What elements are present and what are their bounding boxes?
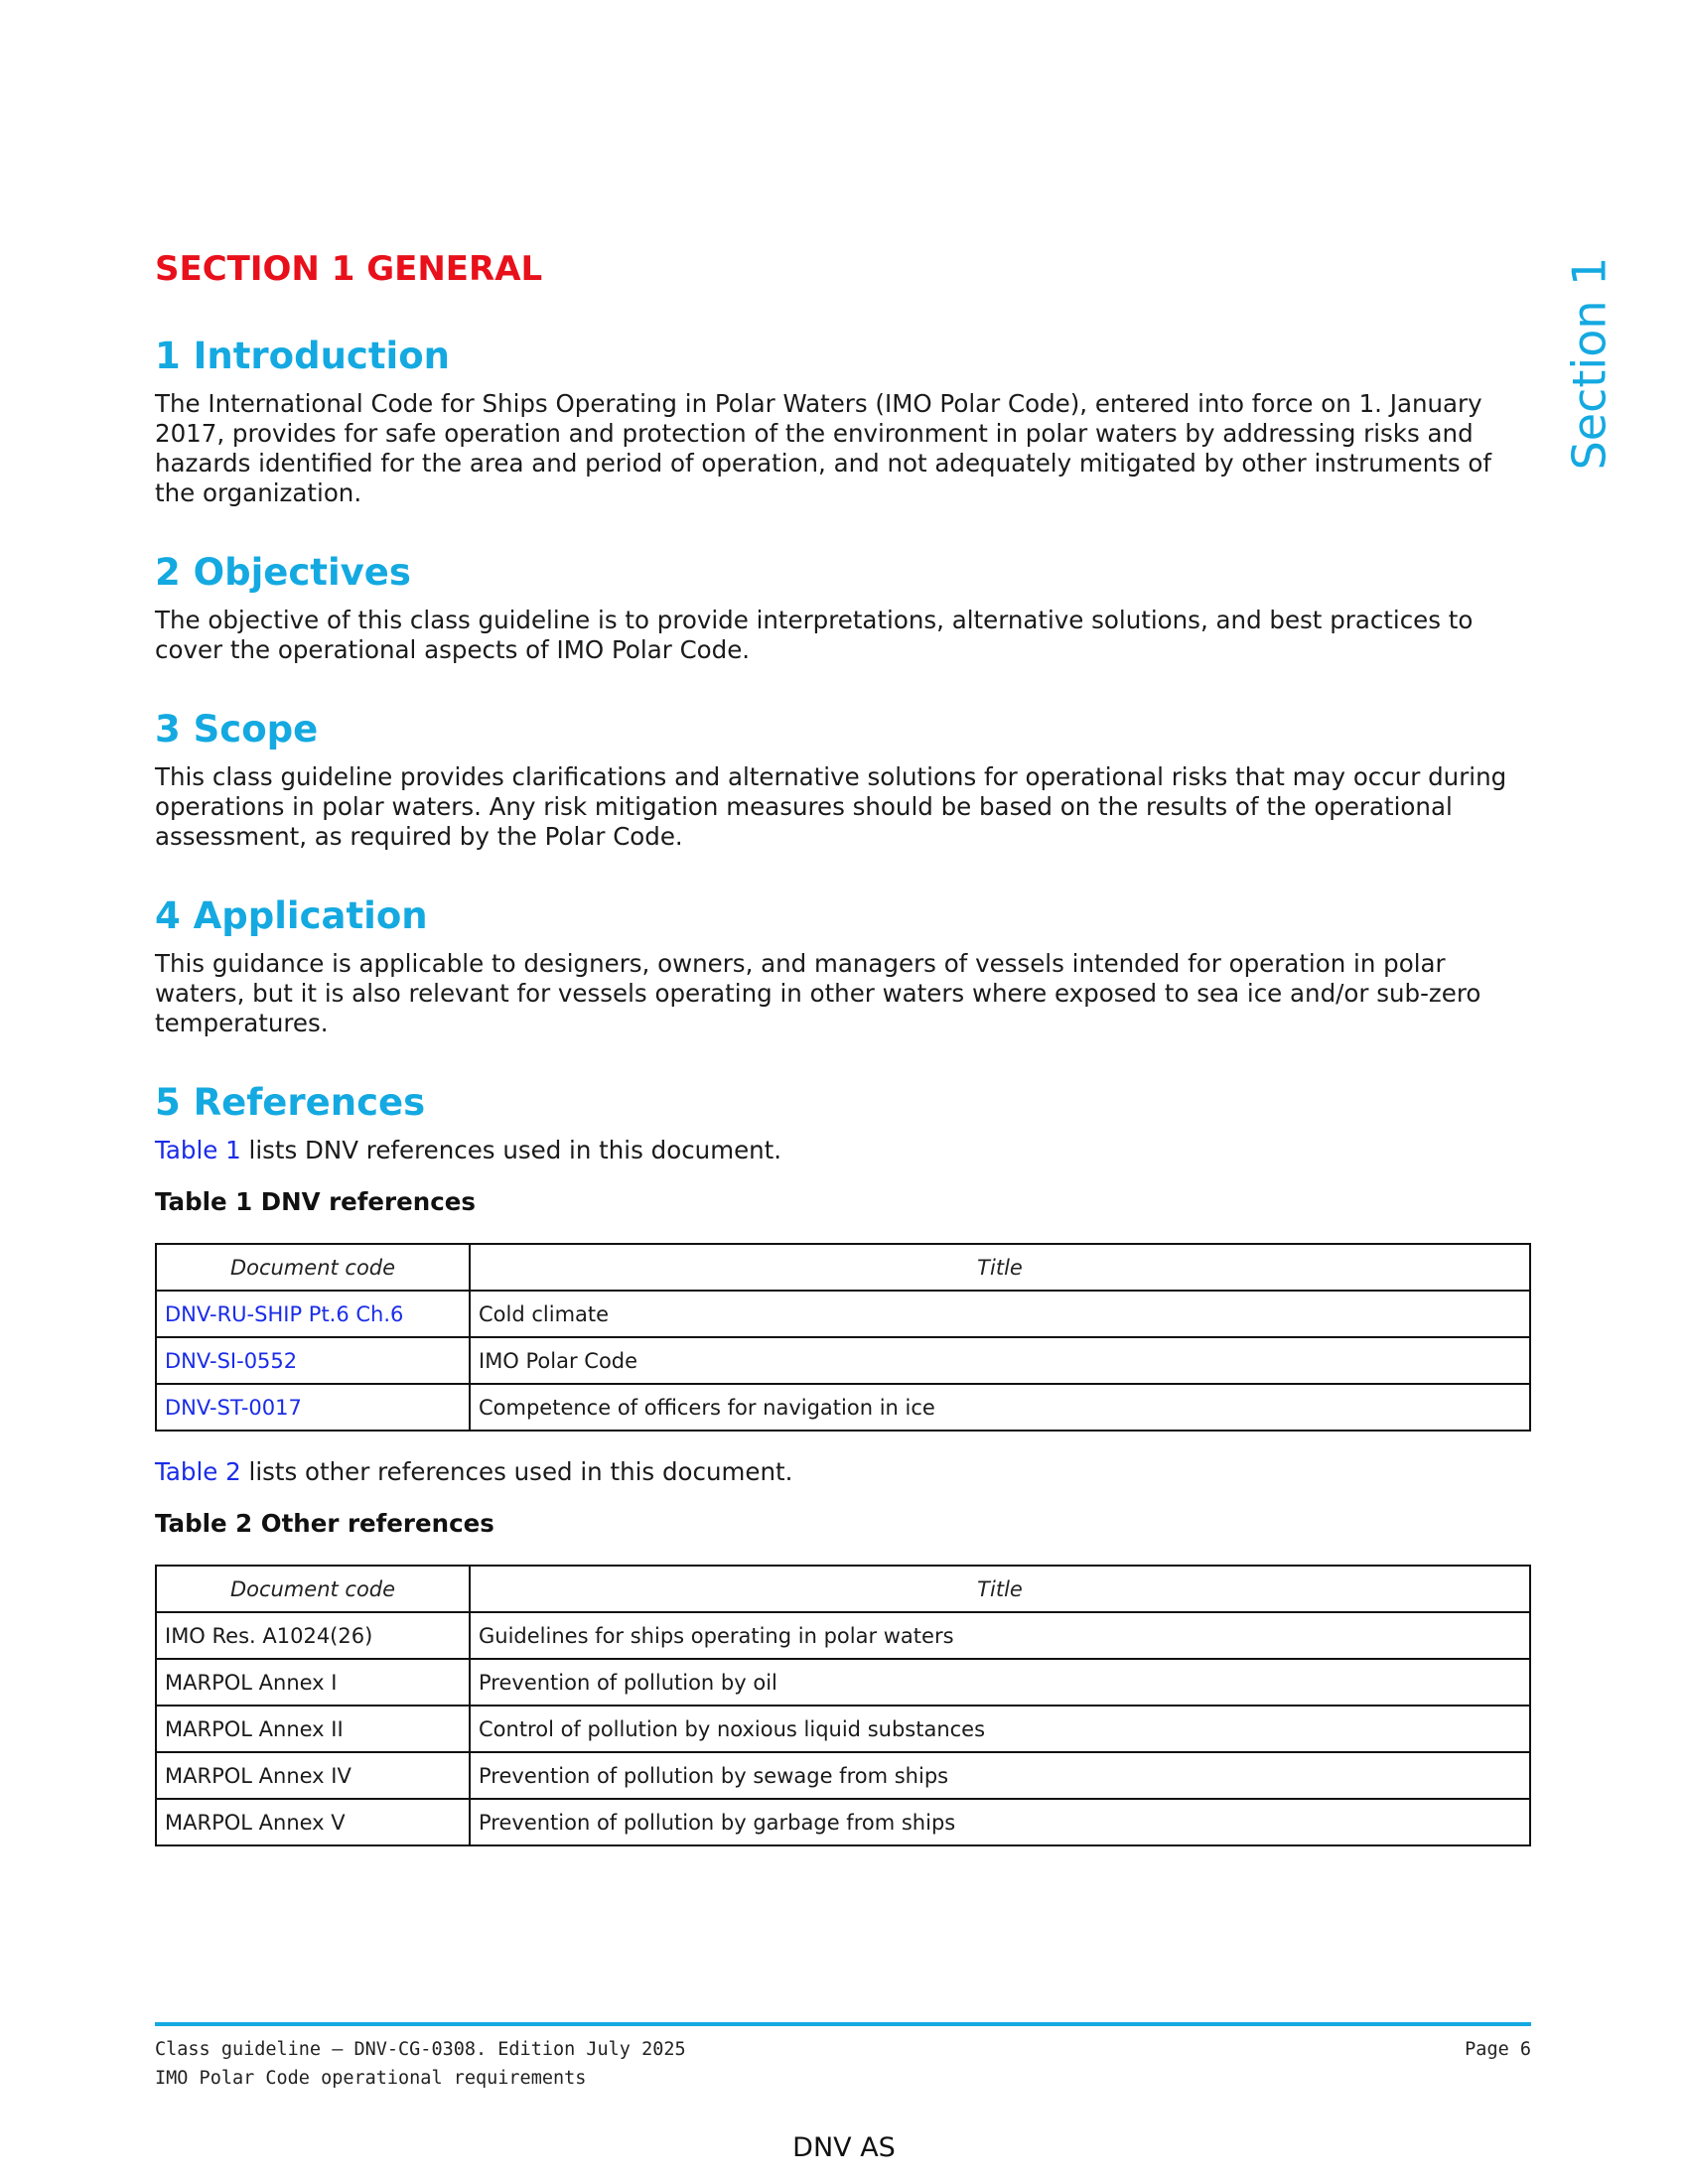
title-cell: IMO Polar Code (470, 1337, 1530, 1384)
document-code-cell: MARPOL Annex I (156, 1659, 470, 1706)
table-header-row (156, 1244, 1530, 1291)
footer-document-title: IMO Polar Code operational requirements (155, 2068, 587, 2089)
section-side-label (1561, 256, 1617, 471)
heading-introduction: 1 Introduction (155, 335, 450, 377)
heading-scope: 3 Scope (155, 708, 319, 751)
table-row (156, 1291, 1530, 1337)
section-title: SECTION 1 GENERAL (155, 249, 543, 289)
document-code-cell (156, 1291, 470, 1337)
table1-caption: Table 1 DNV references (155, 1187, 476, 1216)
paragraph-introduction: The International Code for Ships Operating in Polar Waters (IMO Polar Code), entered into force on 1. January 2017, provides for safe operation and protection of the environment in polar waters by addressing risks and hazards identified for the area and period of operation, and not adequately mitigated by other instruments of the organization. (155, 389, 1492, 507)
title-cell: Control of pollution by noxious liquid substances (470, 1706, 1530, 1752)
title-cell: Prevention of pollution by oil (470, 1659, 1530, 1706)
document-code-cell: IMO Res. A1024(26) (156, 1612, 470, 1659)
document-code-cell: MARPOL Annex IV (156, 1752, 470, 1799)
title-cell: Prevention of pollution by sewage from ships (470, 1752, 1530, 1799)
title-cell: Competence of officers for navigation in ice (470, 1384, 1530, 1431)
table-row (156, 1706, 1530, 1752)
paragraph-scope: This class guideline provides clarifications and alternative solutions for operational risks that may occur during operations in polar waters. Any risk mitigation measures should be based on the results of the operational assessment, as required by the Polar Code. (155, 762, 1507, 851)
footer-divider (155, 2022, 1531, 2026)
table-header-row (156, 1566, 1530, 1612)
section-side-label-text: Section 1 (1562, 256, 1617, 471)
document-code-cell (156, 1337, 470, 1384)
paragraph-table1-intro (155, 1136, 1531, 1165)
column-header-title: Title (470, 1566, 1530, 1612)
paragraph-application: This guidance is applicable to designers, owners, and managers of vessels intended for operation in polar waters, but it is also relevant for vessels operating in other waters where exposed to sea ice and/or sub-zero temperatures. (155, 949, 1481, 1037)
heading-references: 5 References (155, 1081, 426, 1124)
table-dnv-references (155, 1243, 1531, 1432)
table-row (156, 1752, 1530, 1799)
table-row (156, 1799, 1530, 1845)
footer-row (155, 2035, 1531, 2064)
table-row (156, 1337, 1530, 1384)
table-other-references (155, 1565, 1531, 1846)
paragraph-objectives: The objective of this class guideline is to provide interpretations, alternative solutions, and best practices to cover the operational aspects of IMO Polar Code. (155, 606, 1474, 664)
document-code-cell: MARPOL Annex II (156, 1706, 470, 1752)
table2-intro-text: lists other references used in this document. (240, 1457, 793, 1486)
column-header-document-code: Document code (156, 1566, 470, 1612)
footer-document-edition: Class guideline — DNV-CG-0308. Edition July 2025 (155, 2039, 686, 2060)
column-header-document-code: Document code (156, 1244, 470, 1291)
table2-caption: Table 2 Other references (155, 1509, 494, 1538)
column-header-title: Title (470, 1244, 1530, 1291)
document-code-link[interactable]: DNV-ST-0017 (165, 1395, 302, 1420)
title-cell: Cold climate (470, 1291, 1530, 1337)
document-code-link[interactable]: DNV-SI-0552 (165, 1348, 298, 1373)
table-row (156, 1659, 1530, 1706)
table-row (156, 1612, 1530, 1659)
heading-application: 4 Application (155, 894, 428, 937)
paragraph-table2-intro (155, 1457, 1531, 1487)
table-row (156, 1384, 1530, 1431)
table2-link[interactable]: Table 2 (155, 1457, 241, 1486)
company-name: DNV AS (792, 2132, 896, 2163)
document-code-link[interactable]: DNV-RU-SHIP Pt.6 Ch.6 (165, 1301, 404, 1326)
title-cell: Guidelines for ships operating in polar waters (470, 1612, 1530, 1659)
page-footer (155, 2035, 1531, 2093)
document-code-cell (156, 1384, 470, 1431)
heading-objectives: 2 Objectives (155, 551, 411, 594)
table1-intro-text: lists DNV references used in this document. (240, 1136, 782, 1164)
table1-link[interactable]: Table 1 (155, 1136, 241, 1164)
page-content (155, 246, 1531, 1872)
document-code-cell: MARPOL Annex V (156, 1799, 470, 1845)
footer-page-number: Page 6 (1465, 2039, 1531, 2060)
title-cell: Prevention of pollution by garbage from ships (470, 1799, 1530, 1845)
